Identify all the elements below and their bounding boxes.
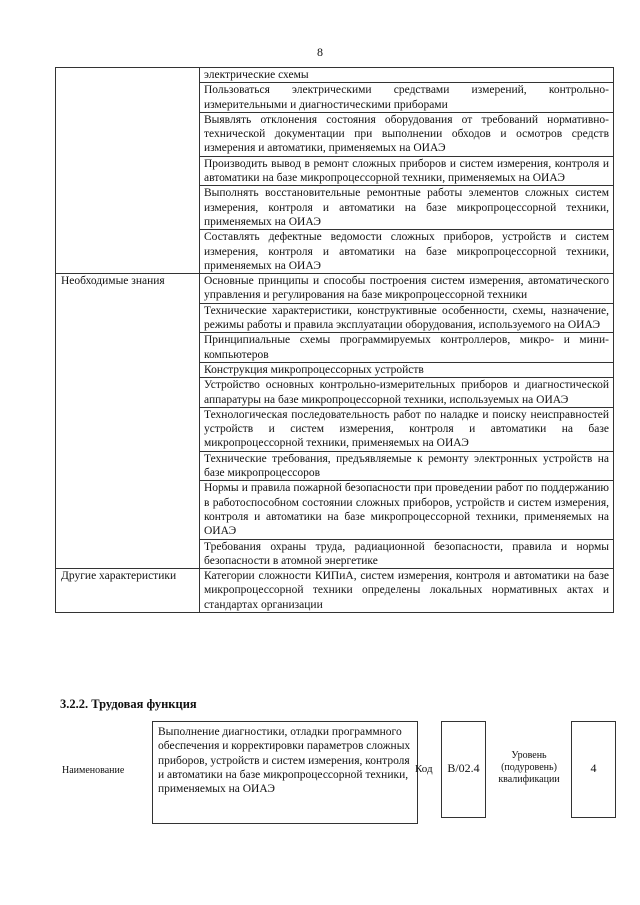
table-cell: Выявлять отклонения состояния оборудования от требований нормативно-технической документации при выполнении обходов и осмотров средств измерения и автоматики, применяемых на ОИАЭ: [200, 112, 614, 156]
table-cell: Требования охраны труда, радиационной безопасности, правила и нормы безопасности в атомной энергетике: [200, 539, 614, 569]
row-label: Другие характеристики: [56, 569, 200, 613]
table-cell: Технические требования, предъявляемые к ремонту электронных устройств на базе микропроцессоров: [200, 451, 614, 481]
row-label: Необходимые знания: [56, 274, 200, 569]
level-label: Уровень (подуровень) квалификации: [498, 750, 560, 785]
table-cell: электрические схемы: [200, 68, 614, 83]
table-cell: Пользоваться электрическими средствами измерений, контрольно-измерительными и диагностическими приборами: [200, 83, 614, 113]
section-title: 3.2.2. Трудовая функция: [60, 697, 197, 711]
function-name-box: [152, 721, 418, 824]
table-row: [56, 274, 614, 304]
name-label: Наименование: [62, 765, 125, 776]
table-cell: Основные принципы и способы построения систем измерения, автоматического управления и регулирования на базе микропроцессорной техники: [200, 274, 614, 304]
table-cell: Составлять дефектные ведомости сложных приборов, устройств и систем измерения, контроля и автоматики на базе микропроцессорной техники, применяемых на ОИАЭ: [200, 230, 614, 274]
table-cell: Конструкция микропроцессорных устройств: [200, 362, 614, 377]
code-value: В/02.4: [447, 761, 480, 775]
code-label: Код: [415, 763, 433, 775]
table-cell: Устройство основных контрольно-измерительных приборов и диагностической аппаратуры на базе микропроцессорной техники, используемых на ОИАЭ: [200, 378, 614, 408]
page-number: 8: [317, 45, 323, 59]
table-cell: Технологическая последовательность работ по наладке и поиску неисправностей устройств и систем измерения, контроля и автоматики на базе микропроцессорной техники, применяемых на ОИАЭ: [200, 407, 614, 451]
table-row: [56, 569, 614, 613]
table-cell: Принципиальные схемы программируемых контроллеров, микро- и мини-компьютеров: [200, 333, 614, 363]
level-box: [571, 721, 616, 818]
table-cell: Категории сложности КИПиА, систем измерения, контроля и автоматики на базе микропроцессорной техники определены локальных нормативных актах и стандартах организации: [200, 569, 614, 613]
requirements-table-body: [56, 68, 614, 613]
level-value: 4: [590, 761, 597, 775]
table-cell: Нормы и правила пожарной безопасности при проведении работ по поддержанию в работоспособном состоянии сложных приборов, устройств и систем измерения, контроля и автоматики на базе микропроцессорной техники, применяемых на ОИАЭ: [200, 481, 614, 539]
table-cell: Технические характеристики, конструктивные особенности, схемы, назначение, режимы работы и правила эксплуатации оборудования, используемого на ОИАЭ: [200, 303, 614, 333]
table-cell: Выполнять восстановительные ремонтные работы элементов сложных систем измерения, контроля и автоматики на базе микропроцессорной техники, применяемых на ОИАЭ: [200, 186, 614, 230]
code-box: [441, 721, 486, 818]
table-cell: Производить вывод в ремонт сложных приборов и систем измерения, контроля и автоматики на базе микропроцессорной техники, применяемых на ОИАЭ: [200, 156, 614, 186]
requirements-table: [55, 67, 614, 613]
row-label: [56, 68, 200, 274]
table-row: [56, 68, 614, 83]
function-name-value: Выполнение диагностики, отладки программного обеспечения и корректировки параметров сложных приборов, устройств и систем измерения, контроля и автоматики на базе микропроцессорной техники, применяемых на ОИАЭ: [158, 726, 411, 796]
